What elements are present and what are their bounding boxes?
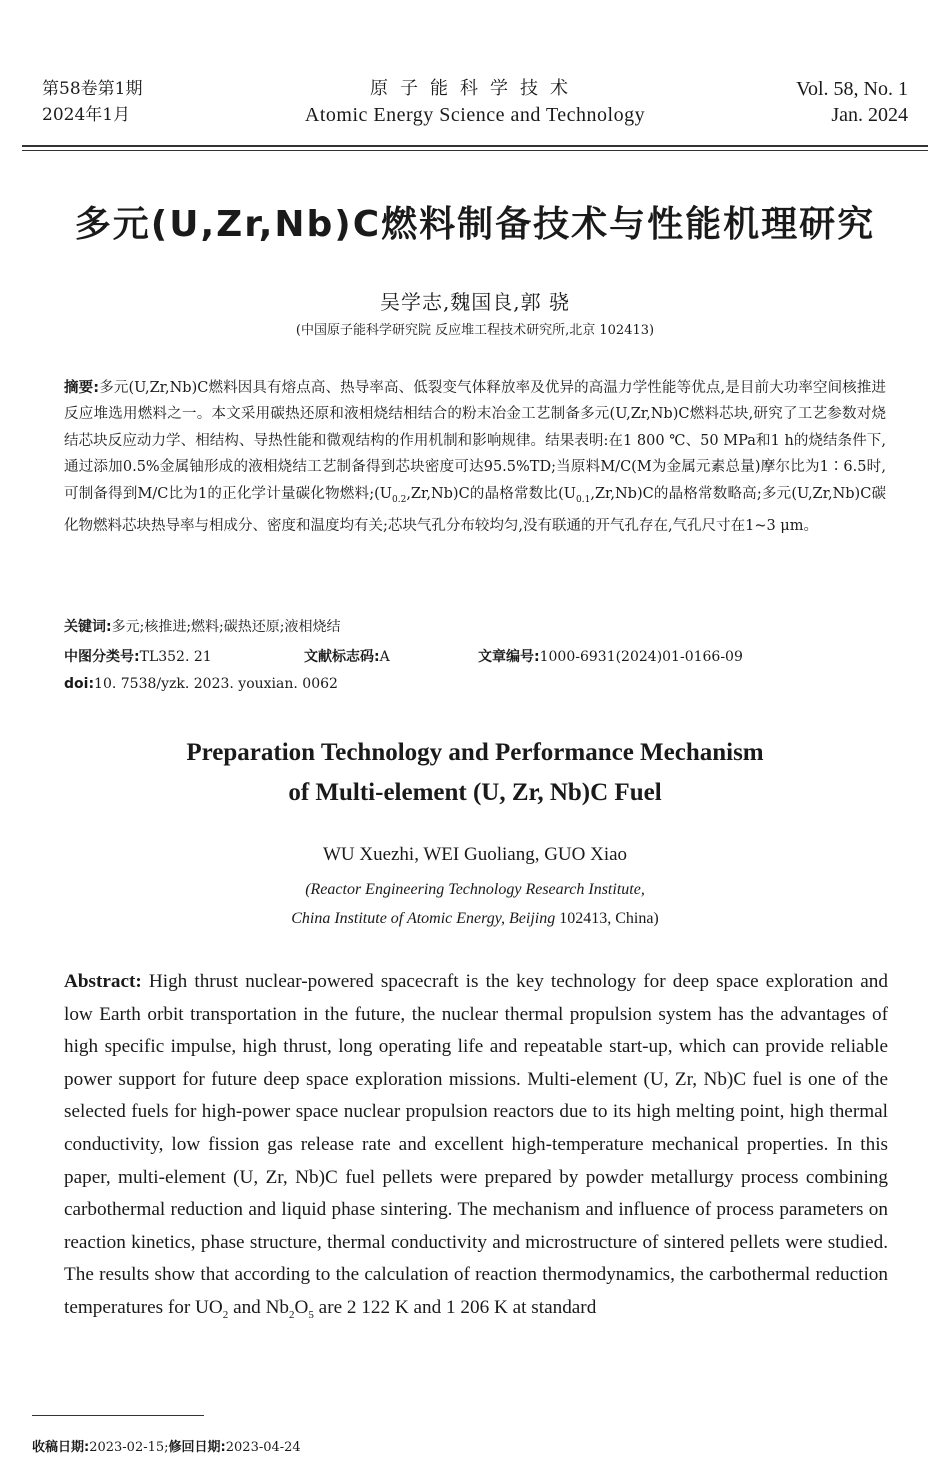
revised-label: 修回日期:: [168, 1440, 226, 1455]
doi-value: 10. 7538/yzk. 2023. youxian. 0062: [94, 676, 338, 692]
article-no-label: 文章编号:: [478, 649, 540, 665]
journal-name-cn: 原子能科学技术: [370, 78, 580, 99]
abstract-en-sub-c: 5: [308, 1308, 314, 1321]
affiliation-en: [0, 875, 950, 933]
authors-cn: 吴学志,魏国良,郭 骁: [379, 290, 571, 314]
abstract-en: [64, 966, 888, 1331]
abstract-en-sub-b: 2: [289, 1308, 295, 1321]
paper-title-cn: 多元(U,Zr,Nb)C燃料制备技术与性能机理研究: [74, 204, 876, 245]
authors-en: WU Xuezhi, WEI Guoliang, GUO Xiao: [322, 844, 628, 865]
doc-code-value: A: [379, 649, 390, 665]
doc-code: [304, 646, 390, 666]
affiliation-en-line2-plain: 102413, China): [555, 910, 659, 927]
abstract-cn-text3: ,Zr,Nb)C的晶格常数略高;多元(U,Zr,Nb)C碳化物燃料芯块热导率与相成分、密度和温度均有关;芯块气孔分布较均匀,没有联通的开气孔存在,气孔尺寸在1~3 μm。: [64, 485, 886, 534]
keywords-line: [64, 616, 340, 636]
abstract-en-text1: High thrust nuclear-powered spacecraft is the key technology for deep space exploration and low Earth orbit transportation in the future, the nuclear thermal propulsion system has the advantages of high specific impulse, high thrust, long operating life and repeatable start-up, which can provide reliable power support for future deep space exploration missions. Multi-element (U, Zr, Nb)C fuel is one of the selected fuels for high-power space nuclear propulsion reactors due to its high melting point, high thermal conductivity, low fission gas release rate and excellent high-temperature mechanical properties. In this paper, multi-element (U, Zr, Nb)C fuel pellets were prepared by powder metallurgy process combining carbothermal reduction and liquid phase sintering. The mechanism and influence of process parameters on reaction kinetics, phase structure, thermal conductivity and microstructure of sintered pellets were studied. The results show that according to the calculation of reaction thermodynamics, the carbothermal reduction temperatures for UO: [64, 971, 888, 1318]
date-cn: 2024年1月: [42, 105, 131, 125]
affiliation-en-line1: (Reactor Engineering Technology Research Institute,: [305, 881, 645, 898]
article-no-value: 1000-6931(2024)01-0166-09: [539, 649, 743, 665]
footnote-separator: ;: [164, 1440, 169, 1455]
affiliation-en-line2-italic: China Institute of Atomic Energy, Beijing: [291, 910, 556, 927]
title-en-line1: Preparation Technology and Performance Mechanism: [186, 739, 764, 766]
abstract-en-sub-a: 2: [222, 1308, 229, 1321]
footnote: [32, 1436, 301, 1455]
abstract-cn: [64, 375, 886, 539]
keywords-label: 关键词:: [64, 619, 112, 635]
doc-code-label: 文献标志码:: [304, 649, 380, 665]
article-number: [478, 646, 743, 666]
received-value: 2023-02-15: [89, 1440, 165, 1455]
header-rule-thick: [22, 145, 928, 147]
footnote-rule: [32, 1415, 204, 1416]
classification-line: [64, 646, 212, 666]
journal-name-en: Atomic Energy Science and Technology: [304, 104, 646, 126]
abstract-cn-sub1: 0.2: [392, 494, 407, 505]
title-en-line2: of Multi-element (U, Zr, Nb)C Fuel: [288, 779, 662, 806]
keywords-text: 多元;核推进;燃料;碳热还原;液相烧结: [111, 619, 341, 635]
affiliation-cn: (中国原子能科学研究院 反应堆工程技术研究所,北京 102413): [295, 323, 655, 338]
revised-value: 2023-04-24: [225, 1440, 301, 1455]
abstract-cn-sub2: 0.1: [576, 494, 591, 505]
abstract-en-text4: are 2 122 K and 1 206 K at standard: [313, 1296, 597, 1318]
affiliation-en-line2: [0, 904, 950, 933]
abstract-cn-text2: ,Zr,Nb)C的晶格常数比(U: [406, 485, 577, 502]
date-en: Jan. 2024: [831, 104, 908, 126]
abstract-en-text3: O: [294, 1296, 309, 1318]
received-label: 收稿日期:: [32, 1440, 90, 1455]
doi-label: doi:: [64, 676, 95, 692]
paper-title-en: [0, 733, 950, 813]
volume-issue-cn: 第58卷第1期: [42, 79, 143, 99]
abstract-en-label: Abstract:: [64, 971, 142, 992]
header-right: [796, 76, 908, 128]
clc-value: TL352. 21: [139, 649, 212, 665]
abstract-cn-label: 摘要:: [64, 380, 100, 396]
doi-line: [64, 676, 338, 692]
header-rule-thin: [22, 150, 928, 151]
clc-label: 中图分类号:: [64, 649, 140, 665]
abstract-en-text2: and Nb: [228, 1296, 290, 1318]
volume-issue-en: Vol. 58, No. 1: [796, 78, 908, 100]
abstract-cn-text: 多元(U,Zr,Nb)C燃料因具有熔点高、热导率高、低裂变气体释放率及优异的高温力学性能等优点,是目前大功率空间核推进反应堆选用燃料之一。本文采用碳热还原和液相烧结相结合的粉末冶金工艺制备多元(U,Zr,Nb)C燃料芯块,研究了工艺参数对烧结芯块反应动力学、相结构、导热性能和微观结构的作用机制和影响规律。结果表明:在1 800 ℃、50 MPa和1 h的烧结条件下,通过添加0.5%金属铀形成的液相烧结工艺制备得到芯块密度可达95.5%TD;当原料M/C(M为金属元素总量)摩尔比为1∶6.5时,可制备得到M/C比为1的正化学计量碳化物燃料;(U: [64, 380, 886, 502]
